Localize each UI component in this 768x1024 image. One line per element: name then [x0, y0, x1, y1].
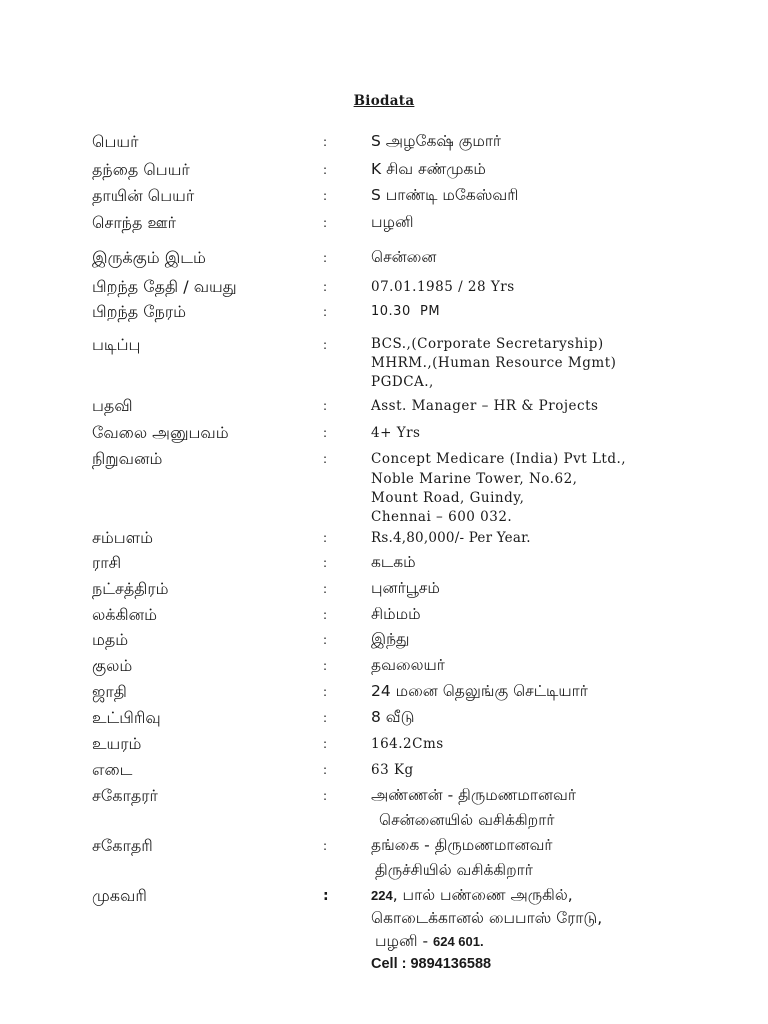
colon: :	[323, 305, 328, 319]
company-line: Concept Medicare (India) Pvt Ltd.,	[371, 451, 627, 467]
field-value: 4+ Yrs	[371, 425, 421, 441]
address-pincode: 624 601.	[433, 934, 484, 949]
cell-number: Cell : 9894136588	[371, 956, 492, 972]
education-line: MHRM.,(Human Resource Mgmt)	[371, 355, 617, 371]
field-value: சிம்மம்	[371, 605, 421, 623]
field-label: சகோதரி	[92, 836, 153, 855]
colon: :	[323, 659, 328, 673]
colon: :	[323, 711, 328, 725]
colon: :	[323, 737, 328, 751]
sister-line: திருச்சியில் வசிக்கிறார்	[375, 861, 533, 879]
colon: :	[323, 338, 328, 352]
field-label: பிறந்த நேரம்	[92, 302, 187, 321]
company-line: Noble Marine Tower, No.62,	[371, 471, 578, 487]
colon: :	[323, 251, 328, 265]
colon: :	[323, 163, 328, 177]
education-line: BCS.,(Corporate Secretaryship)	[371, 336, 604, 352]
company-line: Mount Road, Guindy,	[371, 490, 525, 506]
field-label: நட்சத்திரம்	[92, 579, 169, 598]
field-label: இருக்கும் இடம்	[92, 248, 206, 267]
colon: :	[323, 763, 328, 777]
brother-line: அண்ணன் - திருமணமானவர்	[371, 786, 576, 804]
field-value	[371, 335, 616, 392]
colon: :	[323, 426, 328, 440]
colon: :	[323, 399, 328, 413]
field-value: 24 மனை தெலுங்கு செட்டியார்	[371, 682, 588, 700]
colon: :	[323, 280, 328, 294]
field-label: உயரம்	[92, 734, 142, 753]
field-label: உட்பிரிவு	[92, 708, 161, 727]
document-title: Biodata	[353, 93, 415, 109]
field-label: ராசி	[92, 553, 122, 572]
field-label: லக்கினம்	[92, 605, 158, 624]
field-value: S பாண்டி மகேஸ்வரி	[371, 186, 519, 204]
field-value: S அழகேஷ் குமார்	[371, 132, 502, 150]
field-value	[371, 833, 553, 883]
field-value: 8 வீடு	[371, 708, 415, 726]
field-value	[371, 783, 576, 833]
field-value: Rs.4,80,000/- Per Year.	[371, 530, 531, 546]
colon: :	[323, 531, 328, 545]
field-value: இந்து	[371, 630, 410, 648]
field-value: 10.30 PM	[371, 304, 441, 319]
address-town: பழனி -	[375, 932, 433, 950]
colon: :	[323, 135, 328, 149]
field-value: சென்னை	[371, 248, 437, 266]
field-value: 07.01.1985 / 28 Yrs	[371, 279, 515, 295]
field-value: 63 Kg	[371, 762, 414, 778]
address-street: , பால் பண்ணை அருகில்,	[392, 886, 573, 904]
field-label: பெயர்	[92, 132, 139, 151]
field-value: தவலையர்	[371, 656, 445, 674]
colon: :	[323, 685, 328, 699]
colon: :	[323, 839, 328, 853]
colon: :	[323, 452, 328, 466]
field-value: கடகம்	[371, 553, 416, 571]
colon: :	[323, 633, 328, 647]
field-label: நிறுவனம்	[92, 449, 163, 468]
field-value: Asst. Manager – HR & Projects	[371, 398, 599, 414]
address-line	[371, 884, 602, 907]
sister-line: தங்கை - திருமணமானவர்	[371, 836, 553, 854]
field-value: 164.2Cms	[371, 736, 444, 752]
field-value	[371, 449, 626, 527]
field-value: புனர்பூசம்	[371, 579, 440, 597]
field-label: ஜாதி	[92, 682, 127, 701]
field-value: K சிவ சண்முகம்	[371, 160, 486, 178]
company-line: Chennai – 600 032.	[371, 509, 513, 525]
address-line: கொடைக்கானல் பைபாஸ் ரோடு,	[371, 909, 603, 927]
colon: :	[323, 608, 328, 622]
field-label: குலம்	[92, 656, 133, 675]
address-line	[371, 930, 602, 953]
colon: :	[323, 789, 328, 803]
field-label: பதவி	[92, 396, 133, 415]
field-label: எடை	[92, 760, 133, 779]
field-label: தந்தை பெயர்	[92, 160, 190, 179]
field-value: பழனி	[371, 213, 414, 231]
field-value	[371, 884, 602, 975]
field-label: மதம்	[92, 630, 129, 649]
colon: :	[323, 582, 328, 596]
field-label: பிறந்த தேதி / வயது	[92, 277, 237, 296]
colon: :	[323, 888, 329, 904]
address-door-number: 224	[371, 888, 393, 903]
field-label: சம்பளம்	[92, 528, 153, 547]
field-label: தாயின் பெயர்	[92, 186, 195, 205]
colon: :	[323, 216, 328, 230]
field-label: முகவரி	[92, 886, 147, 905]
colon: :	[323, 189, 328, 203]
education-line: PGDCA.,	[371, 374, 434, 390]
colon: :	[323, 556, 328, 570]
brother-line: சென்னையில் வசிக்கிறார்	[379, 811, 555, 829]
field-label: வேலை அனுபவம்	[92, 423, 229, 442]
field-label: சொந்த ஊர்	[92, 213, 176, 232]
field-label: படிப்பு	[92, 335, 141, 354]
field-label: சகோதரர்	[92, 786, 158, 805]
